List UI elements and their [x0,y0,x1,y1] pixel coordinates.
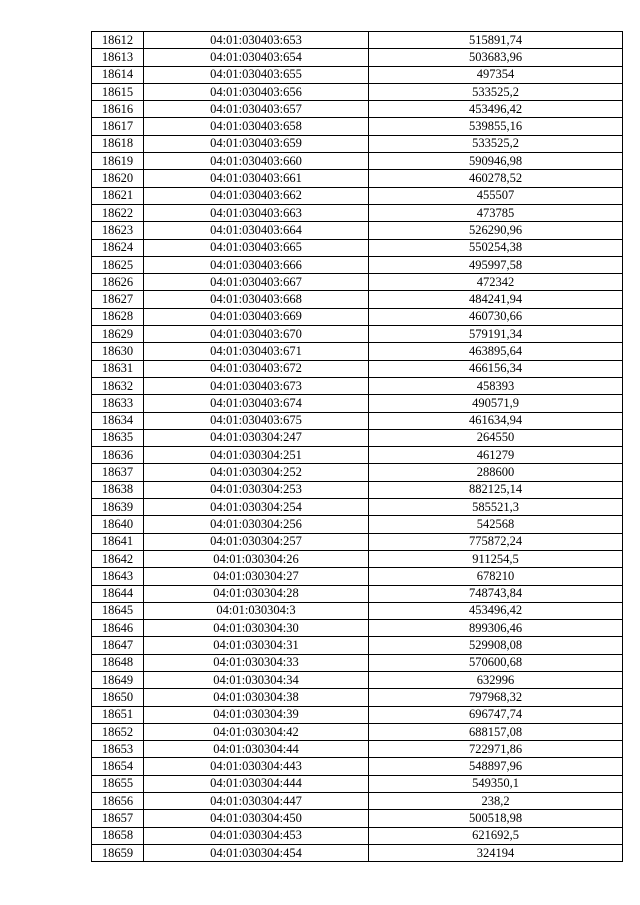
cadastral-number-cell: 04:01:030403:653 [144,32,369,49]
cadastral-number-cell: 04:01:030403:661 [144,170,369,187]
value-cell: 899306,46 [369,620,623,637]
table-row [92,118,623,135]
cadastral-number-cell: 04:01:030403:655 [144,66,369,83]
row-number-cell: 18654 [92,758,144,775]
value-cell: 542568 [369,516,623,533]
row-number-cell: 18659 [92,844,144,861]
table-row [92,308,623,325]
table-row [92,239,623,256]
row-number-cell: 18647 [92,637,144,654]
table-row [92,533,623,550]
cadastral-number-cell: 04:01:030304:28 [144,585,369,602]
table-row [92,793,623,810]
value-cell: 472342 [369,274,623,291]
table-row [92,689,623,706]
row-number-cell: 18642 [92,550,144,567]
value-cell: 548897,96 [369,758,623,775]
table-row [92,153,623,170]
value-cell: 515891,74 [369,32,623,49]
value-cell: 324194 [369,844,623,861]
row-number-cell: 18621 [92,187,144,204]
row-number-cell: 18619 [92,153,144,170]
table-row [92,429,623,446]
value-cell: 466156,34 [369,360,623,377]
value-cell: 497354 [369,66,623,83]
table-row [92,360,623,377]
cadastral-number-cell: 04:01:030304:443 [144,758,369,775]
table-row [92,550,623,567]
table-row [92,620,623,637]
table-row [92,204,623,221]
row-number-cell: 18624 [92,239,144,256]
row-number-cell: 18638 [92,481,144,498]
table-row [92,412,623,429]
table-row [92,516,623,533]
value-cell: 678210 [369,568,623,585]
cadastral-number-cell: 04:01:030403:665 [144,239,369,256]
cadastral-number-cell: 04:01:030403:672 [144,360,369,377]
cadastral-number-cell: 04:01:030403:674 [144,395,369,412]
cadastral-number-cell: 04:01:030304:26 [144,550,369,567]
table-row [92,395,623,412]
row-number-cell: 18628 [92,308,144,325]
cadastral-number-cell: 04:01:030304:3 [144,602,369,619]
cadastral-number-cell: 04:01:030403:660 [144,153,369,170]
row-number-cell: 18645 [92,602,144,619]
row-number-cell: 18631 [92,360,144,377]
row-number-cell: 18644 [92,585,144,602]
table-row [92,481,623,498]
value-cell: 463895,64 [369,343,623,360]
row-number-cell: 18652 [92,723,144,740]
table-row [92,32,623,49]
row-number-cell: 18643 [92,568,144,585]
row-number-cell: 18658 [92,827,144,844]
value-cell: 503683,96 [369,49,623,66]
value-cell: 455507 [369,187,623,204]
cadastral-number-cell: 04:01:030403:659 [144,135,369,152]
value-cell: 238,2 [369,793,623,810]
table-row [92,810,623,827]
cadastral-number-cell: 04:01:030304:450 [144,810,369,827]
row-number-cell: 18639 [92,499,144,516]
cadastral-number-cell: 04:01:030403:663 [144,204,369,221]
row-number-cell: 18633 [92,395,144,412]
row-number-cell: 18651 [92,706,144,723]
cadastral-number-cell: 04:01:030304:454 [144,844,369,861]
value-cell: 797968,32 [369,689,623,706]
table-row [92,723,623,740]
table-row [92,49,623,66]
cadastral-number-cell: 04:01:030304:254 [144,499,369,516]
cadastral-number-cell: 04:01:030304:30 [144,620,369,637]
row-number-cell: 18613 [92,49,144,66]
row-number-cell: 18618 [92,135,144,152]
value-cell: 461634,94 [369,412,623,429]
value-cell: 579191,34 [369,326,623,343]
cadastral-number-cell: 04:01:030304:447 [144,793,369,810]
table-row [92,844,623,861]
table-row [92,827,623,844]
row-number-cell: 18649 [92,671,144,688]
cadastral-number-cell: 04:01:030403:657 [144,101,369,118]
cadastral-number-cell: 04:01:030304:31 [144,637,369,654]
row-number-cell: 18646 [92,620,144,637]
table-row [92,222,623,239]
value-cell: 461279 [369,447,623,464]
row-number-cell: 18656 [92,793,144,810]
value-cell: 570600,68 [369,654,623,671]
cadastral-number-cell: 04:01:030304:38 [144,689,369,706]
value-cell: 526290,96 [369,222,623,239]
cadastral-number-cell: 04:01:030304:251 [144,447,369,464]
table-row [92,671,623,688]
table-row [92,447,623,464]
row-number-cell: 18614 [92,66,144,83]
row-number-cell: 18626 [92,274,144,291]
value-cell: 529908,08 [369,637,623,654]
cadastral-number-cell: 04:01:030403:671 [144,343,369,360]
table-row [92,83,623,100]
value-cell: 264550 [369,429,623,446]
cadastral-number-cell: 04:01:030403:654 [144,49,369,66]
table-row [92,585,623,602]
table-row [92,291,623,308]
cadastral-number-cell: 04:01:030304:257 [144,533,369,550]
cadastral-number-cell: 04:01:030304:453 [144,827,369,844]
table-row [92,274,623,291]
cadastral-number-cell: 04:01:030304:39 [144,706,369,723]
value-cell: 484241,94 [369,291,623,308]
table-row [92,187,623,204]
table-row [92,654,623,671]
cadastral-number-cell: 04:01:030403:675 [144,412,369,429]
table-row [92,568,623,585]
row-number-cell: 18650 [92,689,144,706]
cadastral-number-cell: 04:01:030304:34 [144,671,369,688]
row-number-cell: 18627 [92,291,144,308]
row-number-cell: 18632 [92,377,144,394]
cadastral-value-table [91,31,623,862]
cadastral-number-cell: 04:01:030403:664 [144,222,369,239]
table-row [92,135,623,152]
cadastral-number-cell: 04:01:030304:252 [144,464,369,481]
value-cell: 473785 [369,204,623,221]
table-row [92,377,623,394]
table-row [92,464,623,481]
value-cell: 911254,5 [369,550,623,567]
row-number-cell: 18648 [92,654,144,671]
cadastral-number-cell: 04:01:030403:662 [144,187,369,204]
value-cell: 460278,52 [369,170,623,187]
table-row [92,775,623,792]
row-number-cell: 18620 [92,170,144,187]
cadastral-number-cell: 04:01:030304:27 [144,568,369,585]
value-cell: 458393 [369,377,623,394]
value-cell: 585521,3 [369,499,623,516]
row-number-cell: 18623 [92,222,144,239]
value-cell: 539855,16 [369,118,623,135]
cadastral-number-cell: 04:01:030403:669 [144,308,369,325]
table-row [92,170,623,187]
row-number-cell: 18617 [92,118,144,135]
value-cell: 453496,42 [369,602,623,619]
value-cell: 549350,1 [369,775,623,792]
value-cell: 590946,98 [369,153,623,170]
value-cell: 882125,14 [369,481,623,498]
table-row [92,343,623,360]
value-cell: 453496,42 [369,101,623,118]
table-row [92,758,623,775]
row-number-cell: 18625 [92,256,144,273]
value-cell: 775872,24 [369,533,623,550]
table-row [92,499,623,516]
value-cell: 533525,2 [369,135,623,152]
table-row [92,741,623,758]
table-body [92,32,623,862]
value-cell: 490571,9 [369,395,623,412]
row-number-cell: 18630 [92,343,144,360]
cadastral-number-cell: 04:01:030403:668 [144,291,369,308]
value-cell: 748743,84 [369,585,623,602]
row-number-cell: 18637 [92,464,144,481]
row-number-cell: 18616 [92,101,144,118]
row-number-cell: 18640 [92,516,144,533]
cadastral-number-cell: 04:01:030304:42 [144,723,369,740]
value-cell: 533525,2 [369,83,623,100]
value-cell: 696747,74 [369,706,623,723]
table-row [92,256,623,273]
table-row [92,706,623,723]
table-row [92,637,623,654]
row-number-cell: 18655 [92,775,144,792]
cadastral-number-cell: 04:01:030304:44 [144,741,369,758]
value-cell: 722971,86 [369,741,623,758]
cadastral-number-cell: 04:01:030304:256 [144,516,369,533]
value-cell: 688157,08 [369,723,623,740]
value-cell: 288600 [369,464,623,481]
row-number-cell: 18622 [92,204,144,221]
row-number-cell: 18629 [92,326,144,343]
cadastral-number-cell: 04:01:030403:666 [144,256,369,273]
row-number-cell: 18641 [92,533,144,550]
table-row [92,602,623,619]
value-cell: 550254,38 [369,239,623,256]
row-number-cell: 18636 [92,447,144,464]
row-number-cell: 18612 [92,32,144,49]
cadastral-number-cell: 04:01:030304:253 [144,481,369,498]
cadastral-number-cell: 04:01:030403:656 [144,83,369,100]
cadastral-number-cell: 04:01:030304:444 [144,775,369,792]
value-cell: 500518,98 [369,810,623,827]
value-cell: 495997,58 [369,256,623,273]
cadastral-number-cell: 04:01:030304:247 [144,429,369,446]
cadastral-number-cell: 04:01:030304:33 [144,654,369,671]
cadastral-number-cell: 04:01:030403:667 [144,274,369,291]
table-row [92,101,623,118]
table-row [92,66,623,83]
cadastral-number-cell: 04:01:030403:673 [144,377,369,394]
value-cell: 460730,66 [369,308,623,325]
value-cell: 621692,5 [369,827,623,844]
row-number-cell: 18615 [92,83,144,100]
value-cell: 632996 [369,671,623,688]
cadastral-number-cell: 04:01:030403:658 [144,118,369,135]
cadastral-number-cell: 04:01:030403:670 [144,326,369,343]
table-row [92,326,623,343]
row-number-cell: 18657 [92,810,144,827]
row-number-cell: 18653 [92,741,144,758]
row-number-cell: 18635 [92,429,144,446]
row-number-cell: 18634 [92,412,144,429]
